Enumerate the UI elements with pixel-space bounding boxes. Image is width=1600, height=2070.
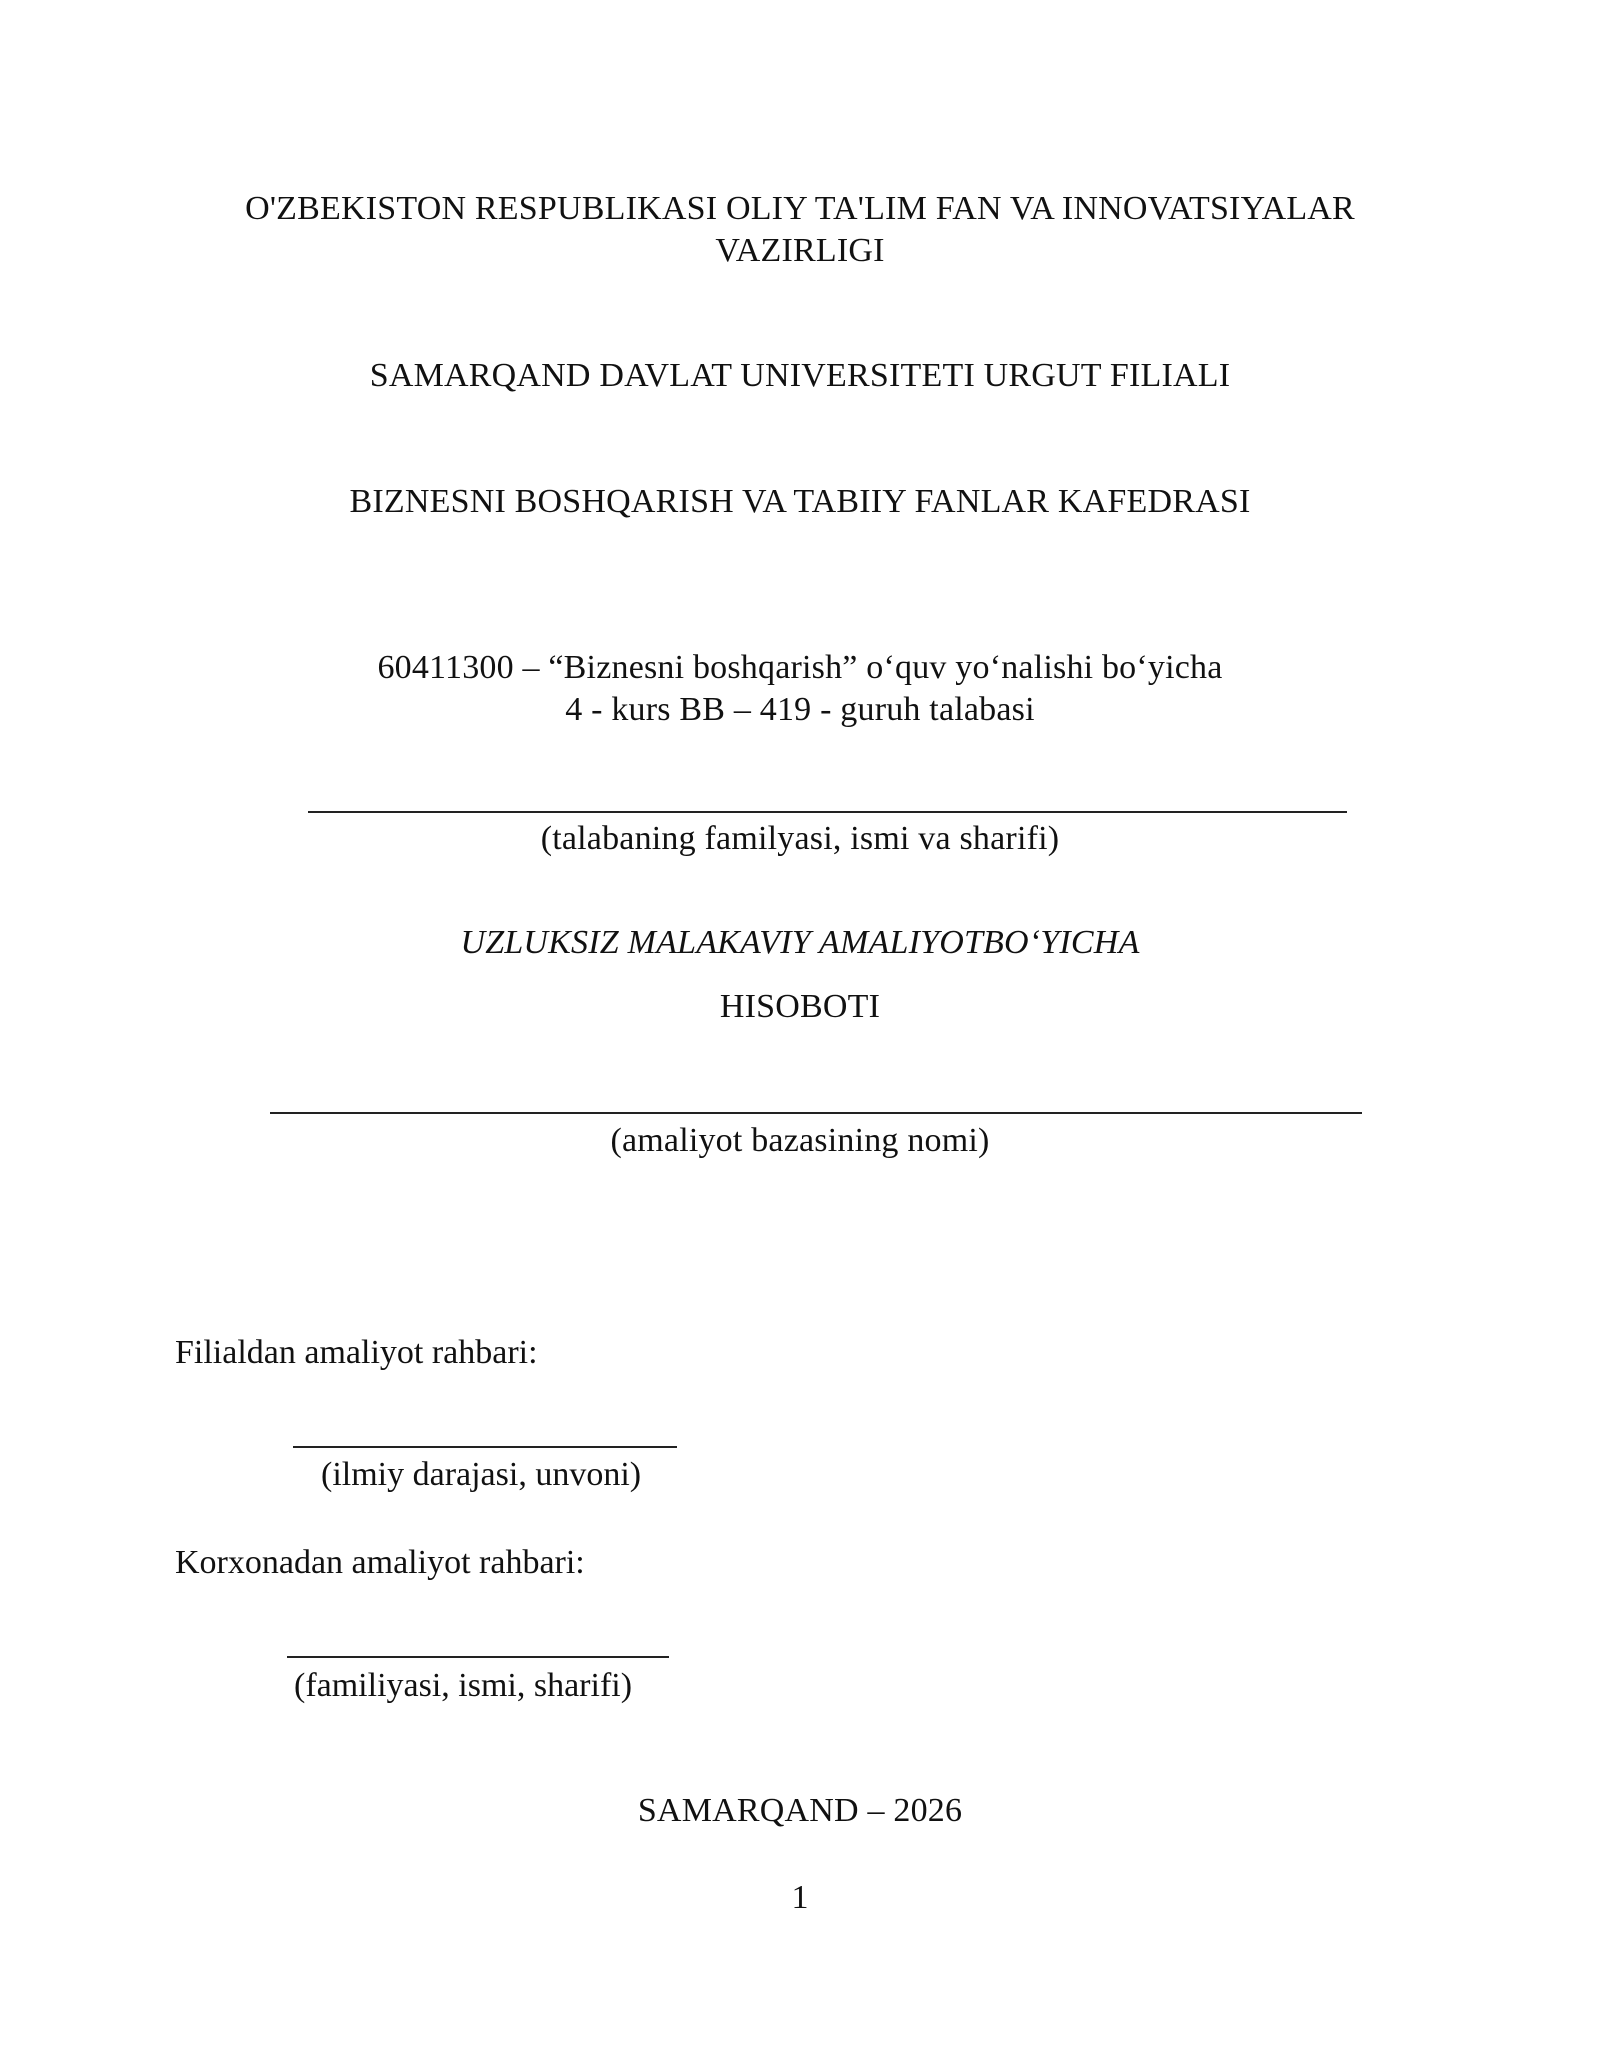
student-name-caption: (talabaning familyasi, ismi va sharifi) xyxy=(540,820,1060,857)
university-name: SAMARQAND DAVLAT UNIVERSITETI URGUT FILIALI xyxy=(369,357,1231,394)
report-subtitle: HISOBOTI xyxy=(719,988,881,1025)
practice-base-caption: (amaliyot bazasining nomi) xyxy=(610,1122,990,1159)
student-name-line xyxy=(308,811,1347,813)
branch-supervisor-label: Filialdan amaliyot rahbari: xyxy=(175,1334,538,1371)
branch-supervisor-line xyxy=(293,1446,677,1448)
group-line: 4 - kurs BB – 419 - guruh talabasi xyxy=(565,691,1035,728)
company-supervisor-label: Korxonadan amaliyot rahbari: xyxy=(175,1544,585,1581)
practice-base-line xyxy=(270,1112,1362,1114)
report-title: UZLUKSIZ MALAKAVIY AMALIYOTBO‘YICHA xyxy=(460,924,1140,961)
company-supervisor-line xyxy=(287,1656,669,1658)
program-line: 60411300 – “Biznesni boshqarish” o‘quv yo‘nalishi bo‘yicha xyxy=(377,649,1223,686)
company-supervisor-caption: (familiyasi, ismi, sharifi) xyxy=(294,1667,633,1704)
page-number: 1 xyxy=(791,1879,809,1916)
ministry-line-2: VAZIRLIGI xyxy=(715,232,885,269)
department-name: BIZNESNI BOSHQARISH VA TABIIY FANLAR KAFEDRASI xyxy=(349,483,1251,520)
branch-supervisor-caption: (ilmiy darajasi, unvoni) xyxy=(321,1456,642,1493)
ministry-line-1: O'ZBEKISTON RESPUBLIKASI OLIY TA'LIM FAN VA INNOVATSIYALAR xyxy=(245,190,1355,227)
city-year: SAMARQAND – 2026 xyxy=(637,1792,963,1829)
